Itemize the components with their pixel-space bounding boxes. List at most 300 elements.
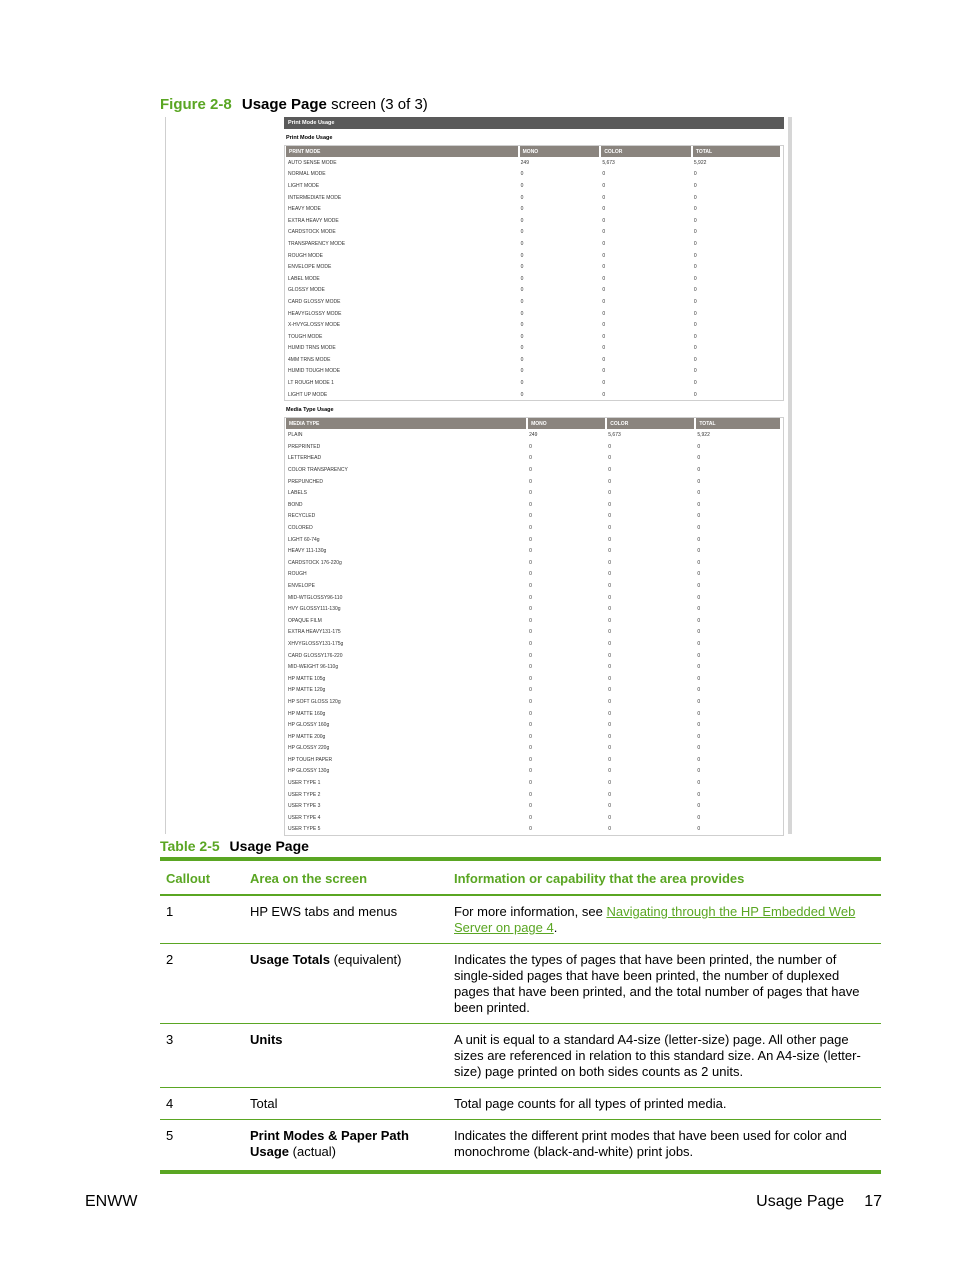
row-value: 0 [697, 652, 701, 659]
row-value: 0 [602, 287, 606, 294]
row-value: 5,922 [697, 432, 710, 439]
row-value: 0 [608, 559, 612, 566]
row-value: 0 [697, 826, 701, 833]
row-value: 0 [697, 617, 701, 624]
row-value: 0 [693, 356, 697, 363]
row-label: USER TYPE 2 [288, 791, 321, 798]
row-value: 0 [529, 756, 532, 763]
info-cell: Indicates the types of pages that have been printed, the number of single-sided pages that have been printed, the number of duplexed pages that have been printed, and the total number of pages that have been printed. [448, 944, 881, 1024]
row-value: 5,673 [608, 432, 621, 439]
row-label: LT ROUGH MODE 1 [288, 380, 334, 387]
info-text: For more information, see [454, 904, 607, 919]
media-type-row [286, 522, 781, 534]
row-value: 0 [529, 490, 532, 497]
row-value: 0 [693, 287, 697, 294]
row-label: PREPUNCHED [288, 478, 324, 485]
media-type-row [286, 800, 781, 812]
row-value: 0 [693, 240, 697, 247]
row-value: 0 [529, 455, 532, 462]
row-value: 0 [529, 617, 532, 624]
area-rest: (equivalent) [329, 952, 402, 967]
media-type-row [286, 719, 781, 731]
row-value: 0 [602, 240, 606, 247]
row-value: 0 [520, 298, 524, 305]
area-cell: Total [244, 1088, 448, 1120]
row-value: 0 [520, 194, 524, 201]
row-label: OPAQUE FILM [288, 617, 322, 624]
media-type-row [286, 789, 781, 801]
row-value: 249 [529, 432, 538, 439]
callout-cell: 1 [160, 895, 244, 944]
row-label: COLOR TRANSPARENCY [288, 467, 348, 474]
row-value: 0 [697, 582, 701, 589]
row-value: 0 [697, 629, 701, 636]
print-mode-row [286, 273, 781, 285]
row-label: BOND [288, 501, 303, 508]
row-value: 0 [529, 664, 532, 671]
row-label: LIGHT UP MODE [288, 391, 328, 398]
row-value: 0 [529, 652, 532, 659]
row-value: 0 [608, 548, 612, 555]
row-label: MID-WEIGHT 96-110g [288, 664, 339, 671]
usage-page-screenshot [284, 117, 784, 836]
row-value: 0 [602, 206, 606, 213]
row-label: HP MATTE 160g [288, 710, 326, 717]
media-type-row [286, 777, 781, 789]
media-type-row [286, 824, 781, 836]
print-mode-row [286, 215, 781, 227]
print-mode-row [286, 296, 781, 308]
row-value: 0 [608, 501, 612, 508]
row-label: XHVYGLOSSY131-175g [288, 640, 344, 647]
row-label: PLAIN [288, 432, 303, 439]
row-label: HP TOUGH PAPER [288, 756, 333, 763]
row-value: 0 [602, 171, 606, 178]
screenshot-titlebar: Print Mode Usage [284, 117, 784, 129]
row-value: 0 [697, 675, 701, 682]
row-value: 0 [608, 478, 612, 485]
figure-title-bold: Usage Page [241, 96, 327, 113]
media-type-row [286, 743, 781, 755]
media-type-row [286, 569, 781, 581]
area-rest: (actual) [289, 1144, 336, 1159]
table-row [160, 1024, 881, 1088]
print-mode-row [286, 366, 781, 378]
row-value: 0 [520, 171, 524, 178]
print-mode-row [286, 308, 781, 320]
row-label: USER TYPE 1 [288, 780, 321, 787]
print-mode-section-title: Print Mode Usage [286, 135, 333, 141]
row-value: 0 [602, 356, 606, 363]
row-value: 0 [602, 310, 606, 317]
row-value: 0 [602, 380, 606, 387]
row-value: 0 [602, 229, 606, 236]
header-area: Area on the screen [244, 859, 448, 895]
media-type-table [286, 418, 782, 835]
row-value: 0 [608, 513, 612, 520]
row-value: 0 [529, 478, 532, 485]
row-value: 0 [697, 536, 701, 543]
row-value: 0 [520, 252, 524, 259]
row-value: 0 [693, 217, 697, 224]
row-label: HP GLOSSY 160g [288, 722, 330, 729]
media-type-row [286, 696, 781, 708]
print-mode-row [286, 389, 781, 401]
row-value: 5,673 [602, 159, 615, 166]
row-value: 0 [608, 640, 612, 647]
print-mode-table-wrap [284, 145, 784, 401]
row-label: EXTRA HEAVY MODE [288, 217, 339, 224]
row-value: 0 [608, 582, 612, 589]
row-value: 0 [697, 780, 701, 787]
row-value: 0 [529, 606, 532, 613]
row-value: 0 [697, 640, 701, 647]
media-type-row [286, 476, 781, 488]
row-label: HP MATTE 200g [288, 733, 326, 740]
row-label: NORMAL MODE [288, 171, 326, 178]
print-mode-table [286, 146, 782, 400]
row-value: 0 [693, 182, 697, 189]
row-value: 0 [529, 536, 532, 543]
area-cell [244, 944, 448, 1024]
row-value: 0 [693, 345, 697, 352]
row-value: 0 [697, 756, 701, 763]
row-value: 0 [697, 525, 701, 532]
row-label: TRANSPARENCY MODE [288, 240, 346, 247]
media-type-row [286, 453, 781, 465]
row-value: 0 [602, 391, 606, 398]
row-value: 0 [602, 252, 606, 259]
media-type-row [286, 464, 781, 476]
row-value: 0 [697, 501, 701, 508]
area-cell: HP EWS tabs and menus [244, 895, 448, 944]
row-value: 0 [529, 814, 532, 821]
row-label: HUMID TOUGH MODE [288, 368, 341, 375]
row-value: 0 [697, 467, 701, 474]
row-value: 0 [693, 298, 697, 305]
media-type-row [286, 441, 781, 453]
row-value: 0 [520, 310, 524, 317]
row-value: 0 [608, 698, 612, 705]
row-value: 0 [520, 229, 524, 236]
row-value: 0 [529, 768, 532, 775]
row-value: 0 [697, 606, 701, 613]
row-value: 0 [608, 606, 612, 613]
info-suffix: . [553, 920, 558, 935]
row-label: HP MATTE 105g [288, 675, 326, 682]
row-value: 0 [608, 525, 612, 532]
row-value: 0 [608, 710, 612, 717]
row-value: 0 [520, 240, 524, 247]
row-label: HP GLOSSY 220g [288, 745, 330, 752]
table-title: Usage Page [229, 838, 309, 854]
figure-number: Figure 2-8 [160, 96, 232, 113]
row-label: PREPRINTED [288, 443, 321, 450]
row-label: 4MM TRNS MODE [288, 356, 331, 363]
row-value: 0 [529, 733, 532, 740]
row-label: CARDSTOCK MODE [288, 229, 336, 236]
row-label: HEAVYGLOSSY MODE [288, 310, 342, 317]
row-value: 0 [608, 455, 612, 462]
media-type-row [286, 603, 781, 615]
column-header: TOTAL [692, 146, 781, 157]
row-value: 0 [697, 710, 701, 717]
info-cell: Total page counts for all types of printed media. [448, 1088, 881, 1120]
media-type-row [286, 638, 781, 650]
row-value: 0 [520, 287, 524, 294]
row-value: 0 [520, 275, 524, 282]
row-label: HUMID TRNS MODE [288, 345, 336, 352]
row-label: TOUGH MODE [288, 333, 323, 340]
row-value: 0 [697, 698, 701, 705]
row-value: 0 [602, 333, 606, 340]
media-type-section-title: Media Type Usage [286, 407, 334, 414]
info-cell: Indicates the different print modes that have been used for color and monochrome (black-and-white) print jobs. [448, 1120, 881, 1173]
area-bold: Units [250, 1032, 283, 1047]
column-header: MONO [519, 146, 601, 157]
row-value: 0 [697, 803, 701, 810]
row-label: HP MATTE 120g [288, 687, 326, 694]
media-type-row [286, 487, 781, 499]
row-value: 0 [697, 490, 701, 497]
row-value: 0 [693, 380, 697, 387]
row-value: 0 [529, 548, 532, 555]
row-value: 0 [608, 617, 612, 624]
row-value: 0 [693, 252, 697, 259]
column-header: PRINT MODE [286, 146, 519, 157]
row-label: LIGHT MODE [288, 182, 320, 189]
footer-enww: ENWW [85, 1193, 138, 1210]
row-value: 0 [520, 391, 524, 398]
row-label: USER TYPE 5 [288, 826, 321, 833]
row-label: CARD GLOSSY MODE [288, 298, 341, 305]
row-label: LETTERHEAD [288, 455, 322, 462]
row-value: 0 [697, 687, 701, 694]
row-label: HEAVY MODE [288, 206, 321, 213]
page-number: 17 [864, 1193, 882, 1210]
row-value: 0 [697, 733, 701, 740]
row-value: 0 [602, 275, 606, 282]
table-row [160, 1088, 881, 1120]
row-value: 0 [520, 356, 524, 363]
footer-page-info [756, 1193, 882, 1211]
row-value: 0 [693, 194, 697, 201]
row-value: 0 [529, 687, 532, 694]
row-label: HP SOFT GLOSS 120g [288, 698, 341, 705]
media-type-row [286, 511, 781, 523]
print-mode-row [286, 285, 781, 297]
media-type-row [286, 615, 781, 627]
row-value: 0 [529, 582, 532, 589]
row-value: 0 [602, 194, 606, 201]
row-value: 0 [693, 264, 697, 271]
figure-title-rest: screen (3 of 3) [331, 96, 428, 113]
row-value: 0 [608, 664, 612, 671]
row-value: 0 [529, 467, 532, 474]
row-label: ROUGH [288, 571, 307, 578]
table-row [160, 944, 881, 1024]
row-label: ENVELOPE [288, 582, 315, 589]
print-mode-row [286, 319, 781, 331]
info-cell: A unit is equal to a standard A4-size (letter-size) page. All other page sizes are referenced in relation to this standard size. An A4-size (letter-size) page printed on both sides counts as 2 units. [448, 1024, 881, 1088]
row-value: 0 [693, 322, 697, 329]
row-label: ROUGH MODE [288, 252, 323, 259]
column-header: TOTAL [695, 418, 781, 429]
row-value: 0 [608, 803, 612, 810]
row-value: 0 [602, 182, 606, 189]
row-label: HEAVY 111-130g [288, 548, 327, 555]
navigating-ews-link[interactable]: Navigating through the HP Embedded Web Server on page 4 [454, 904, 856, 935]
media-type-table-wrap [284, 417, 784, 836]
row-value: 0 [697, 768, 701, 775]
row-value: 0 [529, 629, 532, 636]
media-type-row [286, 650, 781, 662]
row-value: 0 [697, 722, 701, 729]
row-value: 0 [529, 443, 532, 450]
area-cell [244, 1024, 448, 1088]
row-value: 0 [520, 322, 524, 329]
row-value: 0 [602, 298, 606, 305]
row-value: 0 [602, 322, 606, 329]
row-value: 0 [697, 814, 701, 821]
row-value: 0 [529, 803, 532, 810]
row-label: LABELS [288, 490, 307, 497]
row-label: LABEL MODE [288, 275, 320, 282]
row-value: 0 [529, 722, 532, 729]
row-value: 0 [529, 501, 532, 508]
table-row [160, 895, 881, 944]
print-mode-row [286, 354, 781, 366]
row-value: 0 [693, 310, 697, 317]
column-header: MONO [527, 418, 606, 429]
row-value: 0 [529, 594, 532, 601]
row-value: 0 [529, 675, 532, 682]
row-value: 0 [608, 652, 612, 659]
row-label: INTERMEDIATE MODE [288, 194, 342, 201]
row-value: 0 [608, 675, 612, 682]
row-value: 0 [602, 264, 606, 271]
row-value: 0 [608, 791, 612, 798]
media-type-row [286, 499, 781, 511]
row-value: 0 [520, 380, 524, 387]
print-mode-row [286, 157, 781, 169]
row-value: 249 [520, 159, 529, 166]
print-mode-row [286, 227, 781, 239]
row-value: 0 [520, 182, 524, 189]
header-info: Information or capability that the area provides [448, 859, 881, 895]
row-value: 0 [608, 536, 612, 543]
callout-cell: 5 [160, 1120, 244, 1173]
row-value: 0 [697, 745, 701, 752]
area-bold: Print Modes & Paper Path Usage [250, 1128, 409, 1159]
row-value: 0 [608, 594, 612, 601]
row-value: 0 [529, 780, 532, 787]
row-value: 0 [529, 791, 532, 798]
screenshot-left-border [165, 117, 166, 834]
row-value: 0 [697, 664, 701, 671]
media-type-row [286, 534, 781, 546]
print-mode-row [286, 343, 781, 355]
callout-cell: 3 [160, 1024, 244, 1088]
row-value: 0 [520, 345, 524, 352]
row-label: X-HVYGLOSSY MODE [288, 322, 341, 329]
row-value: 0 [608, 443, 612, 450]
row-value: 0 [529, 826, 532, 833]
row-value: 0 [602, 217, 606, 224]
row-value: 0 [520, 333, 524, 340]
media-type-row [286, 685, 781, 697]
row-value: 0 [608, 571, 612, 578]
row-value: 0 [693, 171, 697, 178]
row-value: 0 [529, 745, 532, 752]
media-type-row [286, 627, 781, 639]
row-value: 0 [693, 229, 697, 236]
media-type-row [286, 754, 781, 766]
row-value: 0 [529, 640, 532, 647]
row-label: GLOSSY MODE [288, 287, 325, 294]
media-type-row [286, 592, 781, 604]
row-label: CARD GLOSSY176-220 [288, 652, 343, 659]
row-label: COLORED [288, 525, 313, 532]
row-value: 0 [529, 710, 532, 717]
row-value: 0 [697, 513, 701, 520]
row-label: HP GLOSSY 130g [288, 768, 330, 775]
media-type-row [286, 545, 781, 557]
row-value: 0 [529, 698, 532, 705]
row-value: 0 [608, 768, 612, 775]
print-mode-row [286, 238, 781, 250]
row-value: 0 [697, 791, 701, 798]
row-value: 0 [608, 733, 612, 740]
table-caption [160, 838, 309, 854]
row-value: 0 [520, 368, 524, 375]
row-value: 0 [608, 467, 612, 474]
media-type-row [286, 557, 781, 569]
row-value: 0 [602, 368, 606, 375]
row-value: 0 [520, 264, 524, 271]
row-value: 0 [608, 756, 612, 763]
screenshot-scrollbar[interactable] [788, 117, 792, 834]
row-value: 0 [697, 548, 701, 555]
row-value: 0 [693, 206, 697, 213]
print-mode-row [286, 250, 781, 262]
row-value: 0 [697, 571, 701, 578]
row-label: CARDSTOCK 176-220g [288, 559, 342, 566]
print-mode-row [286, 203, 781, 215]
row-value: 0 [693, 391, 697, 398]
callout-cell: 2 [160, 944, 244, 1024]
row-label: RECYCLED [288, 513, 316, 520]
row-value: 0 [608, 722, 612, 729]
media-type-row [286, 580, 781, 592]
row-value: 0 [693, 333, 697, 340]
row-value: 0 [608, 629, 612, 636]
print-mode-row [286, 377, 781, 389]
row-value: 0 [602, 345, 606, 352]
row-label: HVY GLOSSY111-130g [288, 606, 341, 613]
print-mode-row [286, 331, 781, 343]
row-label: EXTRA HEAVY131-175 [288, 629, 341, 636]
media-type-row [286, 812, 781, 824]
header-callout: Callout [160, 859, 244, 895]
footer-section: Usage Page [756, 1193, 845, 1210]
row-label: USER TYPE 3 [288, 803, 321, 810]
row-label: AUTO SENSE MODE [288, 159, 337, 166]
column-header: MEDIA TYPE [286, 418, 527, 429]
row-value: 0 [529, 525, 532, 532]
media-type-row [286, 429, 781, 441]
media-type-row [286, 673, 781, 685]
